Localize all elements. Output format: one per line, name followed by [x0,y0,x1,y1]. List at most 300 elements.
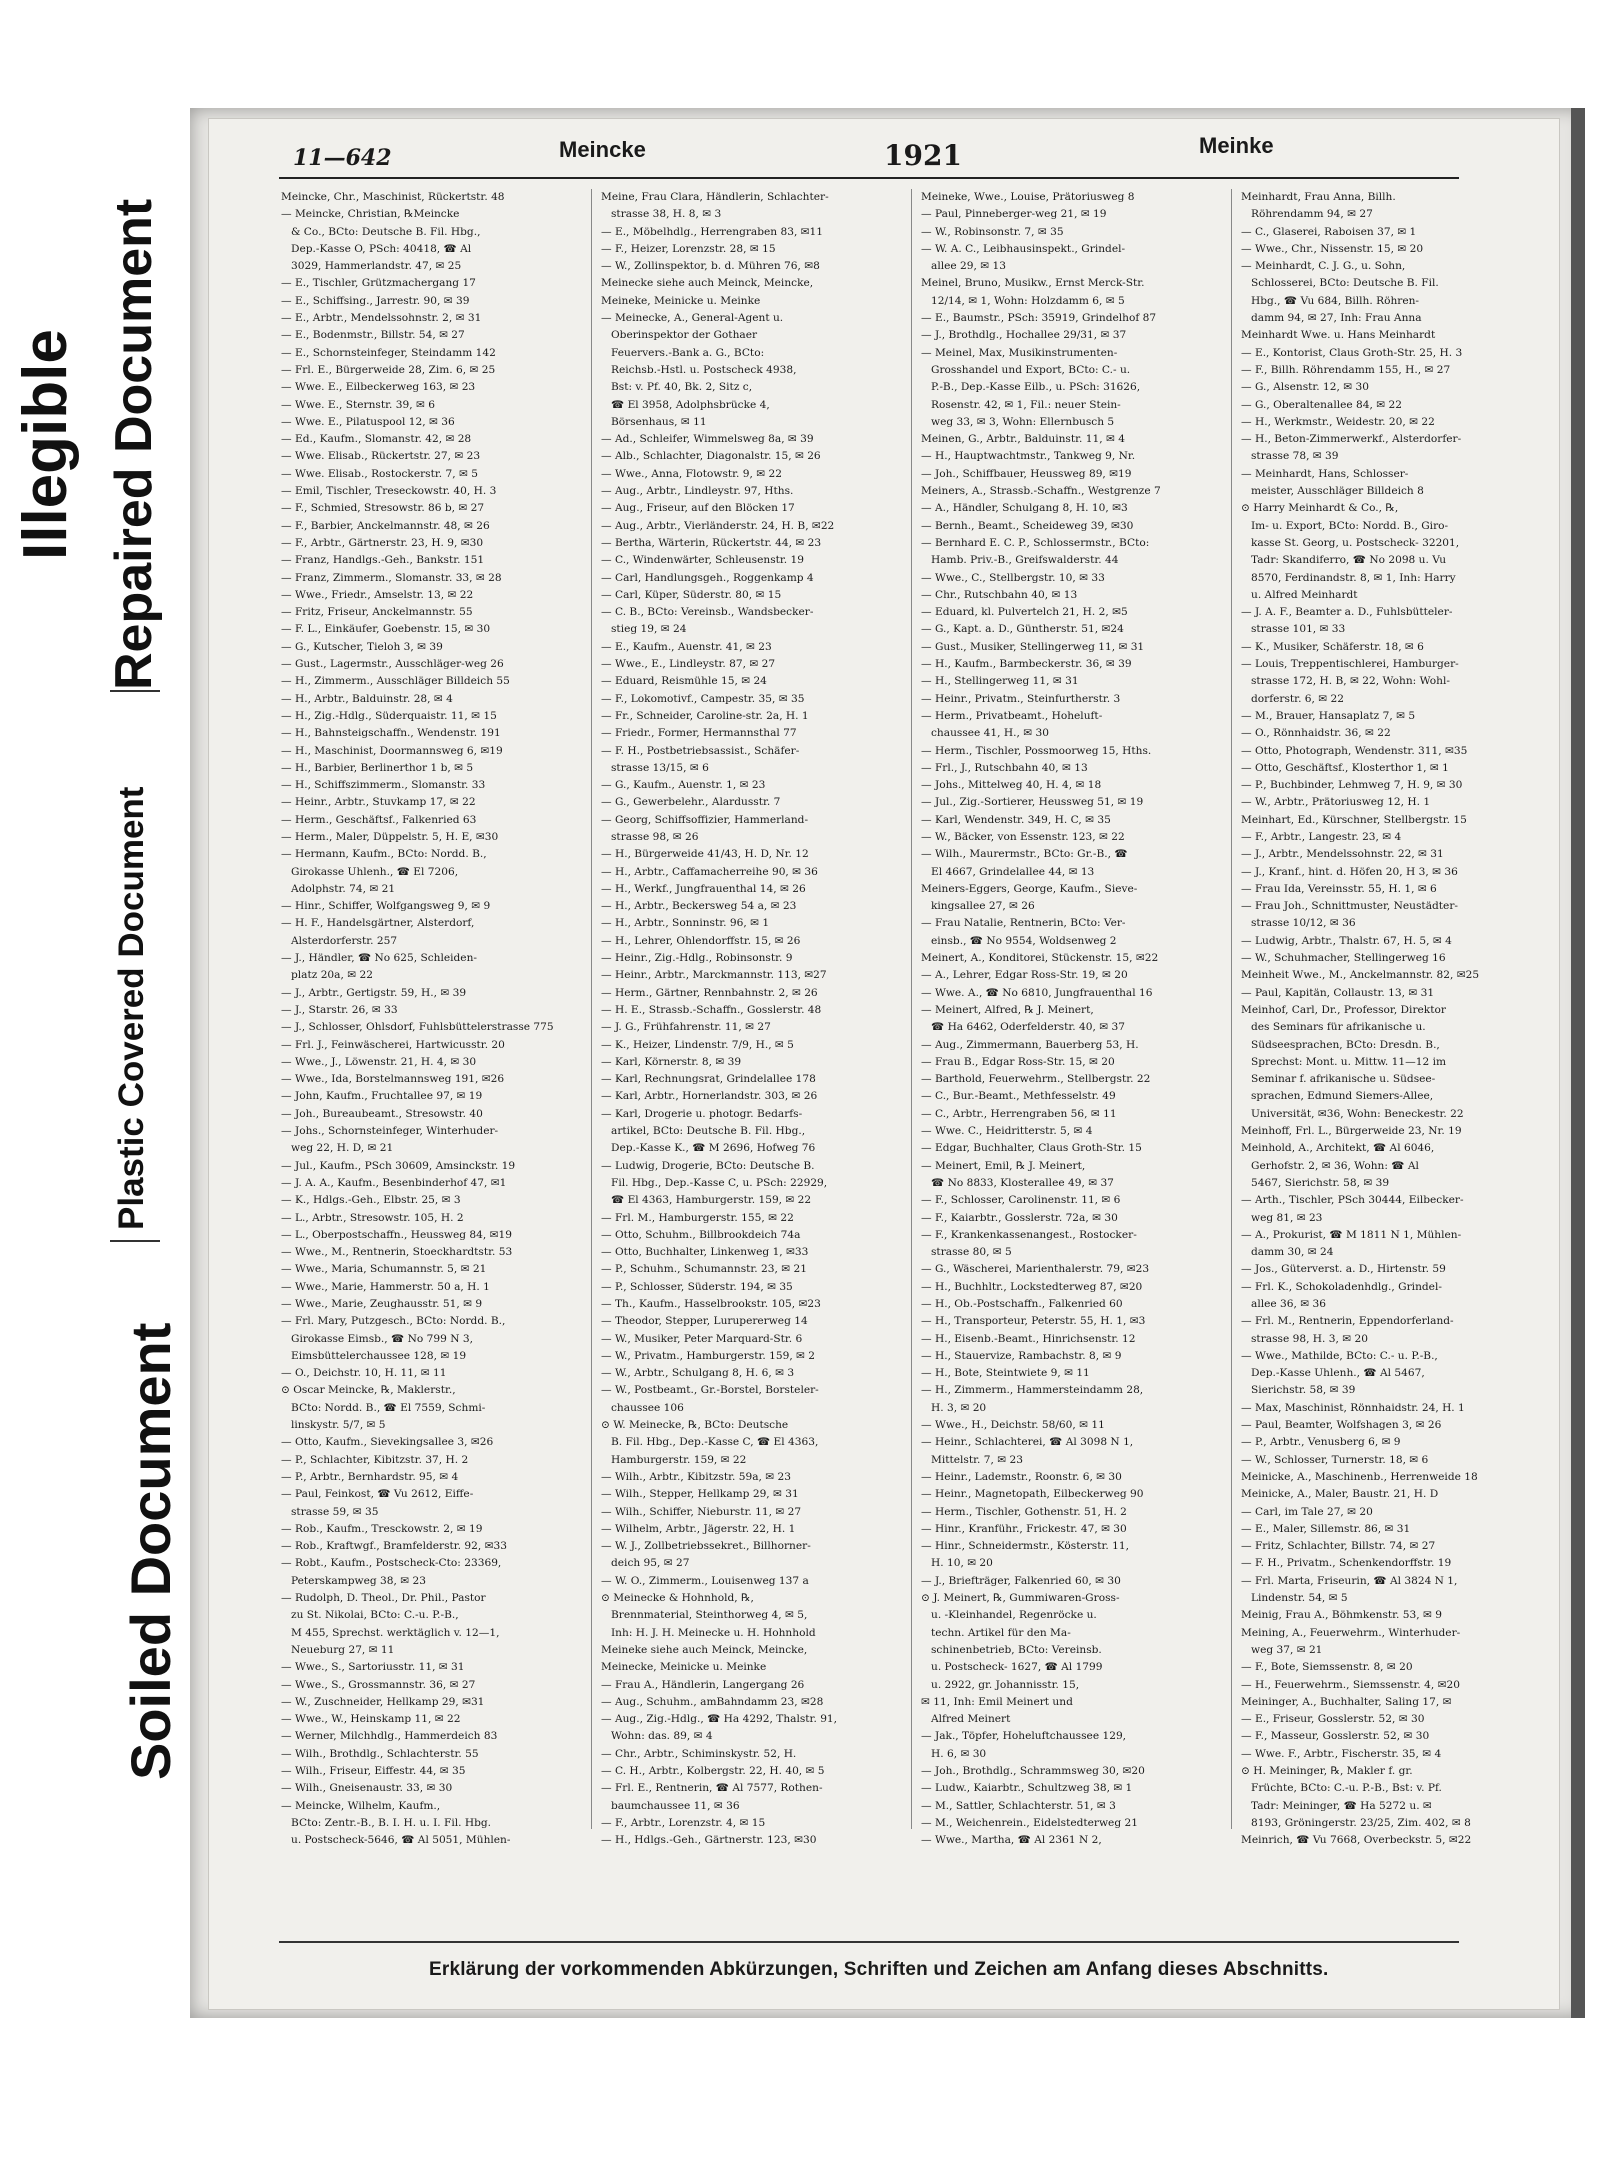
directory-entry: — F., Heizer, Lorenzstr. 28, ✉ 15 [601,242,776,255]
directory-entry: — Wwe. E., Pilatuspool 12, ✉ 36 [281,415,455,428]
directory-entry: — H., Beton-Zimmerwerkf., Alsterdorfer- [1241,433,1462,446]
directory-entry: artikel, BCto: Deutsche B. Fil. Hbg., [611,1125,806,1138]
directory-entry: — Wwe., Mathilde, BCto: C.- u. P.-B., [1241,1349,1438,1362]
directory-entry: — Wwe., C., Stellbergstr. 10, ✉ 33 [921,571,1105,584]
label-illegible: Illegible [11,329,80,560]
directory-entry: zu St. Nikolai, BCto: C.-u. P.-B., [291,1609,459,1622]
directory-entry: — Herm., Gärtner, Rennbahnstr. 2, ✉ 26 [601,986,818,999]
directory-entry: — Edgar, Buchhalter, Claus Groth-Str. 15 [921,1142,1142,1155]
directory-entry: — Wwe., W., Heinskamp 11, ✉ 22 [281,1713,461,1726]
directory-entry: — Hinr., Schiffer, Wolfgangsweg 9, ✉ 9 [281,900,491,913]
column-2 [601,189,901,1849]
directory-entry: — Bernhard E. C. P., Schlossermstr., BCto: [921,536,1150,549]
directory-entry: — Meinecke, A., General-Agent u. [601,312,784,325]
directory-entry: BCto: Nordd. B., ☎ El 7559, Schmi- [291,1401,486,1414]
directory-entry: Hamb. Priv.-B., Greifswalderstr. 44 [931,554,1119,567]
directory-entry: ⊙ J. Meinert, ℞, Gummiwaren-Gross- [921,1592,1120,1605]
directory-entry: Früchte, BCto: C.-u. P.-B., Bst: v. Pf. [1251,1782,1442,1795]
directory-entry: Dep.-Kasse O, PSch: 40418, ☎ Al [291,242,472,255]
directory-entry: — W. J., Zollbetriebssekret., Billhorner- [601,1540,811,1553]
directory-entry: deich 95, ✉ 27 [611,1557,690,1570]
directory-entry: Fil. Hbg., Dep.-Kasse C, u. PSch: 22929, [611,1176,828,1189]
directory-entry: Inh: H. J. H. Meinecke u. H. Hohnhold [611,1626,816,1639]
directory-entry: — H., Arbtr., Caffamacherreihe 90, ✉ 36 [601,865,818,878]
directory-entry: — H., Maschinist, Doormannsweg 6, ✉19 [281,744,503,757]
directory-entry: — Otto, Photograph, Wendenstr. 311, ✉35 [1241,744,1468,757]
directory-entry: — J. A. A., Kaufm., Besenbinderhof 47, ✉1 [281,1176,507,1189]
directory-entry: — Meinhardt, C. J. G., u. Sohn, [1241,260,1406,273]
directory-entry: — O., Rönnhaidstr. 36, ✉ 22 [1241,727,1391,740]
directory-entry: — Aug., Arbtr., Lindleystr. 97, Hths. [601,485,794,498]
directory-entry: — F., Arbtr., Langestr. 23, ✉ 4 [1241,830,1402,843]
directory-entry: — M., Sattler, Schlachterstr. 51, ✉ 3 [921,1799,1116,1812]
directory-entry: — H., Bote, Steintwiete 9, ✉ 11 [921,1367,1090,1380]
directory-entry: — Gust., Lagermstr., Ausschläger-weg 26 [281,658,504,671]
directory-entry: — Frl. Marta, Friseurin, ☎ Al 3824 N 1, [1241,1574,1458,1587]
directory-entry: — Johs., Schornsteinfeger, Winterhuder- [281,1125,499,1138]
directory-entry: — P., Schuhm., Schumannstr. 23, ✉ 21 [601,1263,807,1276]
directory-entry: schinenbetrieb, BCto: Vereinsb. [931,1643,1102,1656]
directory-entry: — H., Transporteur, Peterstr. 55, H. 1, ✉3 [921,1315,1146,1328]
directory-entry: Meinicke, A., Maler, Baustr. 21, H. D [1241,1488,1439,1501]
directory-entry: — Jos., Güterverst. a. D., Hirtenstr. 59 [1241,1263,1446,1276]
directory-entry: — H., Ob.-Postschaffn., Falkenried 60 [921,1298,1123,1310]
directory-entry: — Karl, Körnerstr. 8, ✉ 39 [601,1055,742,1068]
directory-entry: — Aug., Schuhm., amBahndamm 23, ✉28 [601,1695,824,1708]
directory-entry: — Wwe., Anna, Flotowstr. 9, ✉ 22 [601,467,782,480]
directory-entry: weg 33, ✉ 3, Wohn: Ellernbusch 5 [931,415,1115,428]
directory-entry: Reichsb.-Hstl. u. Postscheck 4938, [611,363,797,376]
directory-entry: — Bertha, Wärterin, Rückertstr. 44, ✉ 23 [601,536,822,549]
directory-entry: — Rob., Kaufm., Tresckowstr. 2, ✉ 19 [281,1522,483,1535]
directory-entry: — Aug., Zimmermann, Bauerberg 53, H. [921,1038,1139,1051]
directory-entry: stieg 19, ✉ 24 [611,623,687,636]
directory-entry: — J., Kranf., hint. d. Höfen 20, H 3, ✉ 36 [1241,865,1458,878]
directory-entry: Meinheit Wwe., M., Anckelmannstr. 82, ✉25 [1241,969,1480,982]
directory-entry: — Meinhardt, Hans, Schlosser- [1241,467,1409,480]
label-soiled-document: Soiled Document [119,1322,182,1780]
directory-entry: — Herm., Privatbeamt., Hoheluft- [921,709,1103,722]
directory-entry: H. 3, ✉ 20 [931,1401,987,1414]
directory-entry: — H., Arbtr., Balduinstr. 28, ✉ 4 [281,692,453,705]
directory-entry: — E., Baumstr., PSch: 35919, Grindelhof 87 [921,312,1157,325]
directory-entry: — H., Zig.-Hdlg., Süderquaistr. 11, ✉ 15 [281,709,497,722]
directory-entry: Alsterdorferstr. 257 [291,934,398,947]
directory-entry: — J., Arbtr., Gertigstr. 59, H., ✉ 39 [281,986,467,999]
directory-entry: — Hinr., Schneidermstr., Kösterstr. 11, [921,1540,1129,1553]
directory-entry: — Wilh., Schiffer, Nieburstr. 11, ✉ 27 [601,1505,802,1518]
directory-entry: Meininger, A., Buchhalter, Saling 17, ✉ [1241,1695,1452,1708]
directory-entry: — Ad., Schleifer, Wimmelsweg 8a, ✉ 39 [601,433,814,446]
scanned-page [190,108,1585,2018]
directory-entry: — W., Privatm., Hamburgerstr. 159, ✉ 2 [601,1349,816,1362]
directory-entry: Im- u. Export, BCto: Nordd. B., Giro- [1251,519,1449,532]
directory-entry: — Wwe. A., ☎ No 6810, Jungfrauenthal 16 [921,986,1153,999]
page-header [209,119,1559,179]
directory-entry: — F. H., Privatm., Schenkendorffstr. 19 [1241,1557,1452,1570]
directory-entry: meister, Ausschläger Billdeich 8 [1251,485,1424,498]
column-rule [591,189,592,1829]
directory-entry: — H., Schiffszimmerm., Slomanstr. 33 [281,779,486,792]
directory-entry: Meinhart, Ed., Kürschner, Stellbergstr. 15 [1241,813,1467,826]
page-reference: 11—642 [293,145,392,171]
directory-entry: — Aug., Arbtr., Vierländerstr. 24, H. B, ✉22 [601,519,835,532]
directory-entry: — Heinr., Magnetopath, Eilbeckerweg 90 [921,1488,1144,1501]
directory-entry: — H., Feuerwehrm., Siemssenstr. 4, ✉20 [1241,1678,1460,1691]
footer-note: Erklärung der vorkommenden Abkürzungen, Schriften und Zeichen am Anfang dieses Abschnitts. [429,1959,1329,1980]
directory-entry: — Heinr., Arbtr., Marckmannstr. 113, ✉27 [601,969,827,982]
directory-entry: — Fritz, Schlachter, Billstr. 74, ✉ 27 [1241,1540,1436,1553]
directory-entry: — Franz, Zimmerm., Slomanstr. 33, ✉ 28 [281,571,502,584]
category-labels [0,0,190,2177]
directory-entry: — Wwe. E., Sternstr. 39, ✉ 6 [281,398,435,411]
directory-entry: — P., Arbtr., Venusberg 6, ✉ 9 [1241,1436,1401,1449]
directory-entry: — F., Barbier, Anckelmannstr. 48, ✉ 26 [281,519,490,532]
directory-entry: — Meinert, Emil, ℞ J. Meinert, [921,1159,1086,1172]
directory-entry: Meineke, Wwe., Louise, Prätoriusweg 8 [921,191,1135,203]
directory-entry: einsb., ☎ No 9554, Woldsenweg 2 [931,934,1117,947]
directory-entry: strasse 98, H. 3, ✉ 20 [1251,1332,1368,1345]
directory-columns [281,189,1551,1849]
directory-entry: — H., Werkmstr., Weidestr. 20, ✉ 22 [1241,415,1435,428]
directory-entry: — Frl. E., Rentnerin, ☎ Al 7577, Rothen- [601,1782,823,1795]
directory-entry: ☎ Ha 6462, Oderfelderstr. 40, ✉ 37 [931,1021,1125,1034]
directory-entry: Meincke, Chr., Maschinist, Rückertstr. 48 [281,191,505,203]
directory-entry: weg 22, H. D, ✉ 21 [291,1142,394,1155]
column-3 [921,189,1221,1849]
directory-entry: Meinhardt, Frau Anna, Billh. [1241,191,1396,203]
directory-entry: — Louis, Treppentischlerei, Hamburger- [1241,658,1459,671]
directory-entry: — Aug., Friseur, auf den Blöcken 17 [601,502,795,515]
directory-entry: — Meinel, Max, Musikinstrumenten- [921,346,1118,359]
directory-entry: Röhrendamm 94, ✉ 27 [1251,208,1373,221]
directory-entry: — F., Krankenkassenangest., Rostocker- [921,1228,1137,1241]
directory-entry: Feuervers.-Bank a. G., BCto: [611,346,765,359]
directory-entry: — Paul, Pinneberger-weg 21, ✉ 19 [921,208,1107,221]
directory-entry: Bst: v. Pf. 40, Bk. 2, Sitz c, [611,381,753,394]
directory-entry: — Wwe., Ida, Borstelmannsweg 191, ✉26 [281,1073,505,1086]
directory-entry: u. Postscheck- 1627, ☎ Al 1799 [931,1661,1103,1674]
directory-entry: strasse 98, ✉ 26 [611,830,699,843]
directory-entry: 8193, Gröningerstr. 23/25, Zim. 402, ✉ 8 [1251,1816,1471,1829]
directory-entry: — H., Eisenb.-Beamt., Hinrichsenstr. 12 [921,1332,1136,1345]
directory-entry: — Karl, Arbtr., Hornerlandstr. 303, ✉ 26 [601,1090,818,1103]
directory-entry: — Rudolph, D. Theol., Dr. Phil., Pastor [281,1592,486,1605]
directory-entry: — P., Arbtr., Bernhardstr. 95, ✉ 4 [281,1470,459,1483]
directory-entry: — Hermann, Kaufm., BCto: Nordd. B., [281,848,487,861]
directory-entry: weg 37, ✉ 21 [1251,1643,1323,1656]
directory-entry: — Karl, Wendenstr. 349, H. C, ✉ 35 [921,813,1111,826]
directory-entry: — W. A. C., Leibhausinspekt., Grindel- [921,242,1126,255]
directory-entry: — A., Prokurist, ☎ M 1811 N 1, Mühlen- [1241,1228,1462,1241]
directory-entry: — G., Kutscher, Tieloh 3, ✉ 39 [281,640,443,653]
directory-entry: allee 36, ✉ 36 [1251,1298,1326,1310]
directory-entry: Meiners, A., Strassb.-Schaffn., Westgrenze 7 [921,485,1161,498]
directory-entry: — Eduard, kl. Pulvertelch 21, H. 2, ✉5 [921,606,1128,619]
directory-entry: & Co., BCto: Deutsche B. Fil. Hbg., [291,225,481,238]
directory-entry: — C., Arbtr., Herrengraben 56, ✉ 11 [921,1107,1117,1120]
directory-entry: — G., Kapt. a. D., Güntherstr. 51, ✉24 [921,623,1124,636]
label-repaired-document: Repaired Document [105,198,163,690]
directory-entry: — Ludwig, Drogerie, BCto: Deutsche B. [601,1159,815,1172]
directory-entry: — K., Musiker, Schäferstr. 18, ✉ 6 [1241,640,1424,653]
directory-entry: Meineke, Meinicke u. Meinke [601,294,761,307]
directory-entry: — Jul., Zig.-Sortierer, Heussweg 51, ✉ 19 [921,796,1144,809]
directory-entry: — H., Zimmerm., Ausschläger Billdeich 55 [281,675,510,688]
directory-entry: B. Fil. Hbg., Dep.-Kasse C, ☎ El 4363, [611,1436,819,1449]
directory-entry: Meinecke siehe auch Meinck, Meincke, [601,277,814,290]
directory-entry: — Friedr., Former, Hermannsthal 77 [601,727,797,740]
directory-entry: — H., Zimmerm., Hammersteindamm 28, [921,1384,1144,1397]
directory-entry: — Hinr., Kranführ., Frickestr. 47, ✉ 30 [921,1522,1127,1535]
label-divider [110,690,160,692]
directory-entry: — Paul, Beamter, Wolfshagen 3, ✉ 26 [1241,1419,1442,1432]
directory-entry: Seminar f. afrikanische u. Südsee- [1251,1073,1436,1086]
directory-entry: — Gust., Musiker, Stellingerweg 11, ✉ 31 [921,640,1145,653]
directory-entry: — Wwe., Marie, Zeughausstr. 51, ✉ 9 [281,1298,483,1310]
directory-entry: Sierichstr. 58, ✉ 39 [1251,1384,1356,1397]
directory-entry: techn. Artikel für den Ma- [931,1626,1071,1639]
directory-entry: — Karl, Rechnungsrat, Grindelallee 178 [601,1073,816,1086]
directory-entry: Meinicke, A., Maschinenb., Herrenweide 18 [1241,1470,1478,1483]
directory-entry: P.-B., Dep.-Kasse Eilb., u. PSch: 31626, [931,381,1141,394]
directory-entry: — W., Postbeamt., Gr.-Borstel, Borsteler- [601,1384,819,1397]
directory-entry: — E., Schornsteinfeger, Steindamm 142 [281,346,496,359]
directory-entry: — Frl. M., Hamburgerstr. 155, ✉ 22 [601,1211,794,1224]
directory-entry: strasse 172, H. B, ✉ 22, Wohn: Wohl- [1251,675,1450,688]
directory-entry: damm 94, ✉ 27, Inh: Frau Anna [1251,312,1422,325]
directory-entry: — H., Lehrer, Ohlendorffstr. 15, ✉ 26 [601,934,801,947]
directory-entry: — Theodor, Stepper, Lurupererweg 14 [601,1315,808,1328]
directory-entry: — G., Alsenstr. 12, ✉ 30 [1241,381,1369,394]
directory-entry: Meinhold, A., Architekt, ☎ Al 6046, [1241,1142,1435,1155]
directory-entry: strasse 59, ✉ 35 [291,1505,379,1518]
directory-entry: — A., Lehrer, Edgar Ross-Str. 19, ✉ 20 [921,969,1128,982]
directory-entry: dorferstr. 6, ✉ 22 [1251,692,1345,705]
directory-entry: Girokasse Uhlenh., ☎ El 7206, [291,865,459,878]
directory-entry: Schlosserei, BCto: Deutsche B. Fil. [1251,277,1439,290]
directory-entry: — F. L., Einkäufer, Goebenstr. 15, ✉ 30 [281,623,491,636]
directory-entry: — H., Stellingerweg 11, ✉ 31 [921,675,1079,688]
directory-entry: strasse 80, ✉ 5 [931,1246,1012,1259]
directory-entry: — E., Schiffsing., Jarrestr. 90, ✉ 39 [281,294,470,307]
directory-entry: — E., Friseur, Gosslerstr. 52, ✉ 30 [1241,1713,1425,1726]
directory-entry: — P., Buchbinder, Lehmweg 7, H. 9, ✉ 30 [1241,779,1463,792]
directory-entry: — M., Brauer, Hansaplatz 7, ✉ 5 [1241,709,1416,722]
directory-entry: — Wwe. C., Heidritterstr. 5, ✉ 4 [921,1125,1093,1138]
directory-entry: kasse St. Georg, u. Postscheck- 32201, [1251,536,1460,549]
directory-entry: — H., Arbtr., Sonninstr. 96, ✉ 1 [601,917,770,930]
directory-entry: — H., Bürgerweide 41/43, H. D, Nr. 12 [601,848,809,861]
directory-entry: — F., Billh. Röhrendamm 155, H., ✉ 27 [1241,363,1451,376]
directory-entry: Eimsbüttelerchaussee 128, ✉ 19 [291,1349,467,1362]
directory-entry: — E., Bodenmstr., Billstr. 54, ✉ 27 [281,329,465,342]
directory-entry: — Johs., Mittelweg 40, H. 4, ✉ 18 [921,779,1102,792]
directory-entry: strasse 10/12, ✉ 36 [1251,917,1356,930]
directory-entry: — P., Schlachter, Kibitzstr. 37, H. 2 [281,1453,469,1466]
column-4 [1241,189,1541,1849]
directory-entry: — E., Arbtr., Mendelssohnstr. 2, ✉ 31 [281,312,482,325]
directory-entry: 5467, Sierichstr. 58, ✉ 39 [1251,1176,1390,1189]
directory-entry: — Wilh., Arbtr., Kibitzstr. 59a, ✉ 23 [601,1470,792,1483]
directory-entry: — H., Barbier, Berlinerthor 1 b, ✉ 5 [281,761,474,774]
directory-entry: Neueburg 27, ✉ 11 [291,1643,395,1656]
directory-entry: Sprechst: Mont. u. Mittw. 11—12 im [1251,1055,1447,1068]
directory-entry: — Wwe. F., Arbtr., Fischerstr. 35, ✉ 4 [1241,1747,1442,1760]
directory-entry: — J., Schlosser, Ohlsdorf, Fuhlsbüttelerstrasse 775 [281,1021,554,1034]
directory-entry: platz 20a, ✉ 22 [291,969,373,982]
directory-entry: — Ludw., Kaiarbtr., Schultzweg 38, ✉ 1 [921,1782,1133,1795]
directory-entry: kingsallee 27, ✉ 26 [931,900,1035,913]
directory-entry: ☎ El 3958, Adolphsbrücke 4, [611,398,770,411]
directory-entry: ✉ 11, Inh: Emil Meinert und [921,1695,1073,1708]
directory-entry: Dep.-Kasse K., ☎ M 2696, Hofweg 76 [611,1142,816,1155]
directory-entry: — Frau A., Händlerin, Langergang 26 [601,1678,805,1691]
directory-entry: M 455, Sprechst. werktäglich v. 12—1, [291,1626,500,1639]
directory-entry: — Heinr., Schlachterei, ☎ Al 3098 N 1, [921,1436,1134,1449]
directory-entry: ⊙ Meinecke & Hohnhold, ℞, [601,1592,754,1605]
directory-entry: — H., Hdlgs.-Geh., Gärtnerstr. 123, ✉30 [601,1834,817,1847]
page-edge-shadow [1571,108,1585,2018]
directory-entry: Tadr: Meininger, ☎ Ha 5272 u. ✉ [1251,1799,1432,1812]
directory-entry: u. Alfred Meinhardt [1251,588,1358,601]
directory-entry: — J., Händler, ☎ No 625, Schleiden- [281,952,477,965]
directory-entry: Hamburgerstr. 159, ✉ 22 [611,1453,747,1466]
directory-entry: Meinel, Bruno, Musikw., Ernst Merck-Str. [921,277,1145,290]
directory-entry: 8570, Ferdinandstr. 8, ✉ 1, Inh: Harry [1251,571,1456,584]
directory-entry: — Eduard, Reismühle 15, ✉ 24 [601,675,767,688]
directory-entry: Meinecke, Meinicke u. Meinke [601,1661,767,1674]
directory-entry: — Arth., Tischler, PSch 30444, Eilbecker- [1241,1194,1464,1207]
directory-entry: — J. A. F., Beamter a. D., Fuhlsbütteler- [1241,606,1453,619]
directory-entry: — F., Bote, Siemssenstr. 8, ✉ 20 [1241,1661,1413,1674]
directory-entry: ⊙ W. Meinecke, ℞, BCto: Deutsche [601,1419,789,1432]
directory-entry: Tadr: Skandiferro, ☎ No 2098 u. Vu [1251,554,1447,567]
directory-entry: Peterskampweg 38, ✉ 23 [291,1574,426,1587]
directory-entry: — Meincke, Wilhelm, Kaufm., [281,1799,441,1812]
directory-entry: — J., Briefträger, Falkenried 60, ✉ 30 [921,1574,1121,1587]
directory-entry: — K., Hdlgs.-Geh., Elbstr. 25, ✉ 3 [281,1194,461,1207]
directory-entry: linskystr. 5/7, ✉ 5 [291,1419,386,1432]
directory-entry: — Wilhelm, Arbtr., Jägerstr. 22, H. 1 [601,1522,796,1535]
directory-entry: — W. O., Zimmerm., Louisenweg 137 a [601,1574,809,1587]
directory-entry: — J., Brothdlg., Hochallee 29/31, ✉ 37 [921,329,1127,342]
directory-entry: — Frl. Mary, Putzgesch., BCto: Nordd. B., [281,1315,506,1328]
directory-entry: ☎ No 8833, Klosterallee 49, ✉ 37 [931,1176,1114,1189]
directory-entry: ⊙ H. Meininger, ℞, Makler f. gr. [1241,1765,1413,1778]
directory-entry: — Wwe., S., Grossmannstr. 36, ✉ 27 [281,1678,476,1691]
directory-entry: — F., Arbtr., Lorenzstr. 4, ✉ 15 [601,1816,766,1829]
directory-entry: Gerhofstr. 2, ✉ 36, Wohn: ☎ Al [1251,1159,1419,1172]
directory-entry: ⊙ Harry Meinhardt & Co., ℞, [1241,502,1399,515]
directory-entry: — E., Möbelhdlg., Herrengraben 83, ✉11 [601,225,824,238]
directory-entry: — G., Oberaltenallee 84, ✉ 22 [1241,398,1402,411]
directory-entry: — Wwe., Martha, ☎ Al 2361 N 2, [921,1834,1102,1847]
directory-entry: — G., Kaufm., Auenstr. 1, ✉ 23 [601,779,766,792]
directory-entry: — F., Lokomotivf., Campestr. 35, ✉ 35 [601,692,805,705]
directory-entry: — E., Kaufm., Auenstr. 41, ✉ 23 [601,640,772,653]
directory-entry: — Joh., Schiffbauer, Heussweg 89, ✉19 [921,467,1132,480]
directory-entry: — Wwe. Elisab., Rostockerstr. 7, ✉ 5 [281,467,478,480]
directory-entry: — Otto, Schuhm., Billbrookdeich 74a [601,1228,801,1241]
directory-entry: — Wwe., S., Sartoriusstr. 11, ✉ 31 [281,1661,465,1674]
directory-entry: — C. B., BCto: Vereinsb., Wandsbecker- [601,606,814,619]
directory-entry: — Frau B., Edgar Ross-Str. 15, ✉ 20 [921,1055,1115,1068]
directory-entry: — Bernh., Beamt., Scheideweg 39, ✉30 [921,519,1134,532]
directory-entry: — G., Gewerbelehr., Alardusstr. 7 [601,796,781,809]
directory-entry: — John, Kaufm., Fruchtallee 97, ✉ 19 [281,1090,483,1103]
header-year: 1921 [884,139,962,172]
directory-entry: — Frau Joh., Schnittmuster, Neustädter- [1241,900,1458,913]
directory-entry: — Joh., Brothdlg., Schrammsweg 30, ✉20 [921,1765,1145,1778]
directory-entry: — Franz, Handlgs.-Geh., Bankstr. 151 [281,554,485,567]
directory-entry: — Fritz, Friseur, Anckelmannstr. 55 [281,606,473,619]
directory-entry: — Meinert, Alfred, ℞ J. Meinert, [921,1003,1094,1016]
directory-entry: allee 29, ✉ 13 [931,260,1006,273]
directory-entry: — W., Arbtr., Schulgang 8, H. 6, ✉ 3 [601,1367,795,1380]
directory-entry: Meinhof, Carl, Dr., Professor, Direktor [1241,1003,1446,1016]
directory-entry: — W., Schlosser, Turnerstr. 18, ✉ 6 [1241,1453,1429,1466]
directory-entry: — Robt., Kaufm., Postscheck-Cto: 23369, [281,1557,502,1570]
column-rule [911,189,912,1829]
directory-entry: — W., Zollinspektor, b. d. Mühren 76, ✉8 [601,260,820,273]
directory-entry: — Wwe., E., Lindleystr. 87, ✉ 27 [601,658,776,671]
directory-entry: — Paul, Kapitän, Collaustr. 13, ✉ 31 [1241,986,1435,999]
directory-entry: — Barthold, Feuerwehrm., Stellbergstr. 22 [921,1073,1151,1086]
directory-entry: — Rob., Kraftwgf., Bramfelderstr. 92, ✉33 [281,1540,507,1553]
directory-entry: — Meincke, Christian, ℞Meincke [281,208,460,221]
directory-entry: — Max, Maschinist, Rönnhaidstr. 24, H. 1 [1241,1401,1465,1414]
directory-entry: — Wilh., Brothdlg., Schlachterstr. 55 [281,1747,479,1760]
directory-entry: — Heinr., Lademstr., Roonstr. 6, ✉ 30 [921,1470,1122,1483]
directory-entry: — Frau Natalie, Rentnerin, BCto: Ver- [921,917,1126,930]
directory-entry: u. -Kleinhandel, Regenröcke u. [931,1609,1097,1622]
directory-entry: — Wilh., Maurermstr., BCto: Gr.-B., ☎ [921,848,1128,861]
directory-entry: — A., Händler, Schulgang 8, H. 10, ✉3 [921,502,1128,515]
directory-entry: — Wwe., Maria, Schumannstr. 5, ✉ 21 [281,1263,487,1276]
directory-entry: — Herm., Geschäftsf., Falkenried 63 [281,813,477,826]
column-1 [281,189,581,1849]
directory-entry: Meine, Frau Clara, Händlerin, Schlachter- [601,191,829,203]
directory-entry: — O., Deichstr. 10, H. 11, ✉ 11 [281,1367,447,1380]
directory-entry: — Wwe., Chr., Nissenstr. 15, ✉ 20 [1241,242,1424,255]
directory-entry: Brennmaterial, Steinthorweg 4, ✉ 5, [611,1609,808,1622]
directory-entry: Girokasse Eimsb., ☎ No 799 N 3, [291,1332,473,1345]
directory-entry: — Ludwig, Arbtr., Thalstr. 67, H. 5, ✉ 4 [1241,934,1452,947]
directory-entry: — F., Schlosser, Carolinenstr. 11, ✉ 6 [921,1194,1121,1207]
directory-entry: — H., Stauervize, Rambachstr. 8, ✉ 9 [921,1349,1122,1362]
directory-entry: — Wwe., M., Rentnerin, Stoeckhardtstr. 53 [281,1246,513,1259]
directory-entry: — H., Bahnsteigschaffn., Wendenstr. 191 [281,727,501,740]
directory-entry: Meinert, A., Konditorei, Stückenstr. 15, ✉22 [921,952,1159,965]
directory-entry: Meining, A., Feuerwehrm., Winterhuder- [1241,1626,1461,1639]
directory-entry: — H. F., Handelsgärtner, Alsterdorf, [281,917,475,930]
directory-entry: — H. E., Strassb.-Schaffn., Gosslerstr. 48 [601,1003,822,1016]
directory-entry: Hbg., ☎ Vu 684, Billh. Röhren- [1251,294,1420,307]
directory-entry: — Jul., Kaufm., PSch 30609, Amsinckstr. 19 [281,1159,516,1172]
directory-entry: — Georg, Schiffsoffizier, Hammerland- [601,813,809,826]
directory-entry: — H., Werkf., Jungfrauenthal 14, ✉ 26 [601,882,806,895]
directory-entry: — W., Schuhmacher, Stellingerweg 16 [1241,952,1446,965]
directory-entry: — Herm., Tischler, Gothenstr. 51, H. 2 [921,1505,1127,1518]
directory-entry: Oberinspektor der Gothaer [611,329,758,342]
directory-entry: — Paul, Feinkost, ☎ Vu 2612, Eiffe- [281,1488,474,1501]
directory-entry: — Wwe., Marie, Hammerstr. 50 a, H. 1 [281,1280,490,1293]
directory-entry: — Otto, Kaufm., Sievekingsallee 3, ✉26 [281,1436,494,1449]
directory-entry: Meiners-Eggers, George, Kaufm., Sieve- [921,882,1138,895]
directory-entry: weg 81, ✉ 23 [1251,1211,1323,1224]
directory-entry: — Frl., J., Rutschbahn 40, ✉ 13 [921,761,1088,774]
